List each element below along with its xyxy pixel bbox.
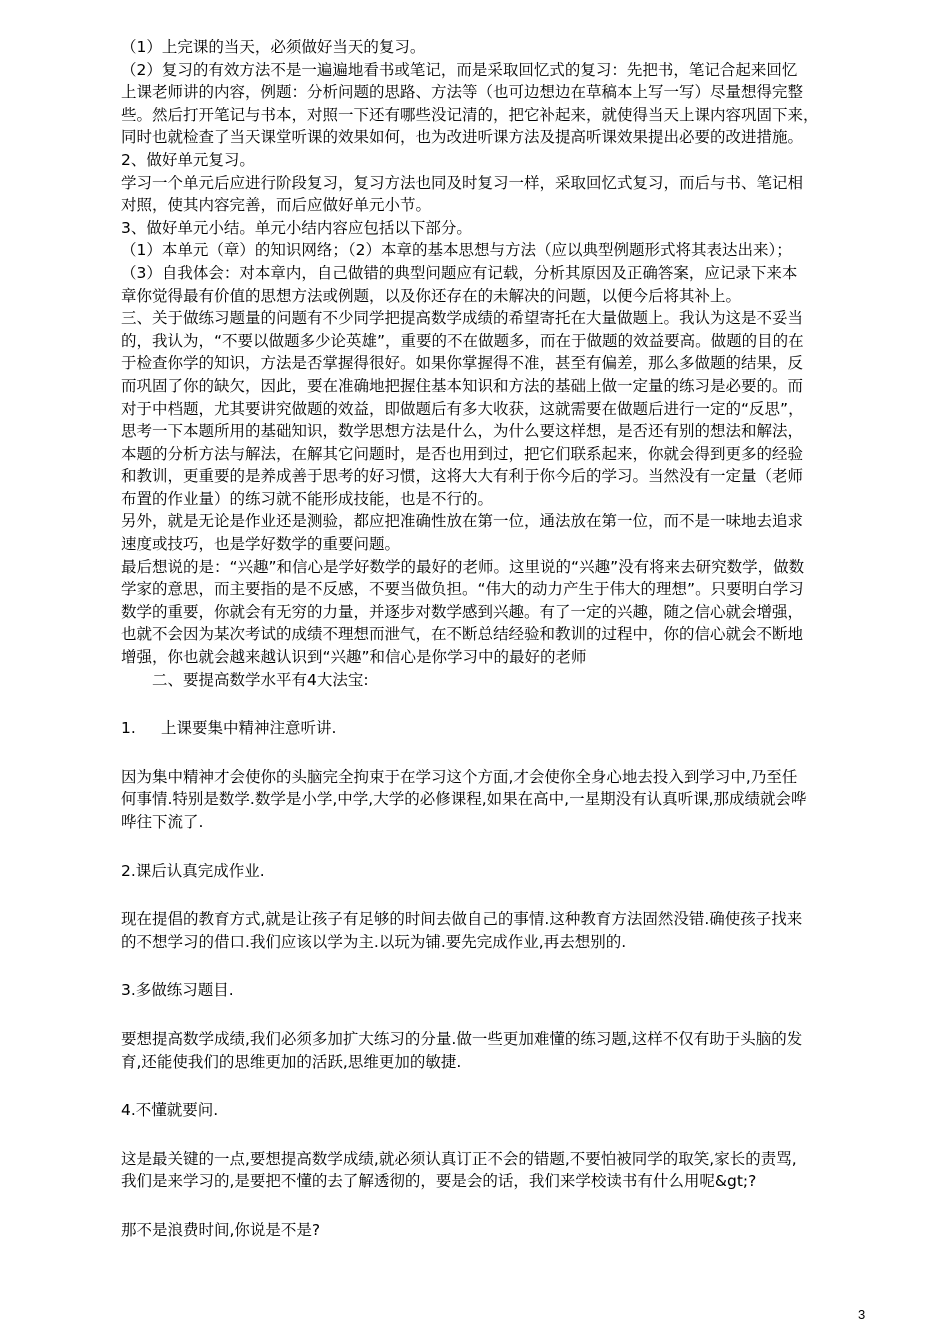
text-line: 对于中档题，尤其要讲究做题的效益，即做题后有多大收获，这就需要在做题后进行一定的“反思”， [121,399,804,418]
tip-heading [121,717,879,740]
tip-title: 4.不懂就要问. [121,1101,219,1120]
review-advice-block [121,36,879,669]
text-line: 因为集中精神才会使你的头脑完全拘束于在学习这个方面,才会使你全身心地去投入到学习中,乃至任 [121,767,798,786]
text-line: 学习一个单元后应进行阶段复习，复习方法也同及时复习一样，采取回忆式复习，而后与书、笔记相 [121,173,804,192]
text-line: 何事情.特别是数学.数学是小学,中学,大学的必修课程,如果在高中,一星期没有认真听课,那成绩就会哗 [121,790,807,809]
text-line: 的不想学习的借口.我们应该以学为主.以玩为铺.要先完成作业,再去想别的. [121,932,627,951]
text-line: 现在提倡的教育方式,就是让孩子有足够的时间去做自己的事情.这种教育方法固然没错.确使孩子找来 [121,910,803,929]
text-line: 对照，使其内容完善，而后应做好单元小节。 [121,196,432,215]
text-line: 3、做好单元小结。单元小结内容应包括以下部分。 [121,218,472,237]
text-line: 思考一下本题所用的基础知识，数学思想方法是什么，为什么要这样想，是否还有别的想法和解法， [121,422,804,441]
spacer [121,1073,879,1099]
text-line: 数学的重要，你就会有无穷的力量，并逐步对数学感到兴趣。有了一定的兴趣，随之信心就会增强， [121,602,804,621]
text-line: 而巩固了你的缺欠，因此，要在准确地把握住基本知识和方法的基础上做一定量的练习是必要的。而 [121,376,804,395]
text-line: 也就不会因为某次考试的成绩不理想而泄气，在不断总结经验和教训的过程中，你的信心就会不断地 [121,625,804,644]
text-line: 学家的意思，而主要指的是不反感，不要当做负担。“伟大的动力产生于伟大的理想”。只要明白学习 [121,580,804,599]
text-line: 三、关于做练习题量的问题有不少同学把提高数学成绩的希望寄托在大量做题上。我认为这是不妥当 [121,309,804,328]
text-line: 同时也就检查了当天课堂听课的效果如何，也为改进听课方法及提高听课效果提出必要的改进措施。 [121,128,804,147]
spacer [121,1193,879,1219]
text-line: （1）本单元（章）的知识网络；（2）本章的基本思想与方法（应以典型例题形式将其表达出来）； [121,241,792,260]
spacer [121,1002,879,1028]
text-line: 育,还能使我们的思维更加的活跃,思维更加的敏捷. [121,1052,462,1071]
spacer [121,740,879,766]
tip-title: 2.课后认真完成作业. [121,861,265,880]
spacer [121,834,879,860]
spacer [121,691,879,717]
tip-item-3 [121,979,879,1073]
text-line: 我们是来学习的,是要把不懂的去了解透彻的，要是会的话，我们来学校读书有什么用呢&gt;? [121,1172,757,1191]
page-number: 3 [858,1307,866,1322]
text-line: 上课老师讲的内容，例题：分析问题的思路、方法等（也可边想边在草稿本上写一写）尽量想得完整 [121,83,804,102]
closing-line: 那不是浪费时间,你说是不是? [121,1220,321,1239]
spacer [121,953,879,979]
text-line: 的，我认为，“不要以做题多少论英雄”，重要的不在做题多，而在于做题的效益要高。做题的目的在 [121,331,804,350]
text-line: 2、做好单元复习。 [121,150,255,169]
text-line: （2）复习的有效方法不是一遍遍地看书或笔记，而是采取回忆式的复习：先把书，笔记合起来回忆 [121,60,798,79]
tip-item-1 [121,717,879,833]
tip-item-4 [121,1099,879,1241]
tip-item-2 [121,860,879,954]
text-line: （3）自我体会：对本章内，自己做错的典型问题应有记载，分析其原因及正确答案，应记录下来本 [121,263,798,282]
text-line: 这是最关键的一点,要想提高数学成绩,就必须认真订正不会的错题,不要怕被同学的取笑,家长的责骂, [121,1149,797,1168]
text-line: 于检查你学的知识，方法是否掌握得很好。如果你掌握得不准，甚至有偏差，那么多做题的结果，反 [121,354,804,373]
tip-title: 上课要集中精神注意听讲. [161,719,337,738]
text-line: 另外，就是无论是作业还是测验，都应把准确性放在第一位，通法放在第一位，而不是一味地去追求 [121,512,804,531]
text-line: （1）上完课的当天，必须做好当天的复习。 [121,38,426,56]
text-line: 速度或技巧，也是学好数学的重要问题。 [121,535,401,554]
text-line: 增强，你也就会越来越认识到“兴趣”和信心是你学习中的最好的老师 [121,648,587,667]
text-line: 本题的分析方法与解法，在解其它问题时，是否也用到过，把它们联系起来，你就会得到更多的经验 [121,444,804,463]
text-line: 章你觉得最有价值的思想方法或例题，以及你还存在的未解决的问题，以便今后将其补上。 [121,286,742,305]
section-title: 二、要提高数学水平有4大法宝: [152,670,369,689]
text-line: 最后想说的是：“兴趣”和信心是学好数学的最好的老师。这里说的“兴趣”没有将来去研究数学，做数 [121,557,805,576]
spacer [121,1122,879,1148]
text-line: 哗往下流了. [121,813,204,831]
list-number: 1. [121,719,136,738]
document-page [121,36,879,1242]
text-line: 些。然后打开笔记与书本，对照一下还有哪些没记清的，把它补起来，就使得当天上课内容巩固下来， [121,105,819,124]
tip-title: 3.多做练习题目. [121,981,234,1000]
text-line: 和教训，更重要的是养成善于思考的好习惯，这将大大有利于你今后的学习。当然没有一定量（老师 [121,467,804,486]
text-line: 布置的作业量）的练习就不能形成技能，也是不行的。 [121,489,494,508]
spacer [121,882,879,908]
text-line: 要想提高数学成绩,我们必须多加扩大练习的分量.做一些更加难懂的练习题,这样不仅有助于头脑的发 [121,1029,803,1048]
